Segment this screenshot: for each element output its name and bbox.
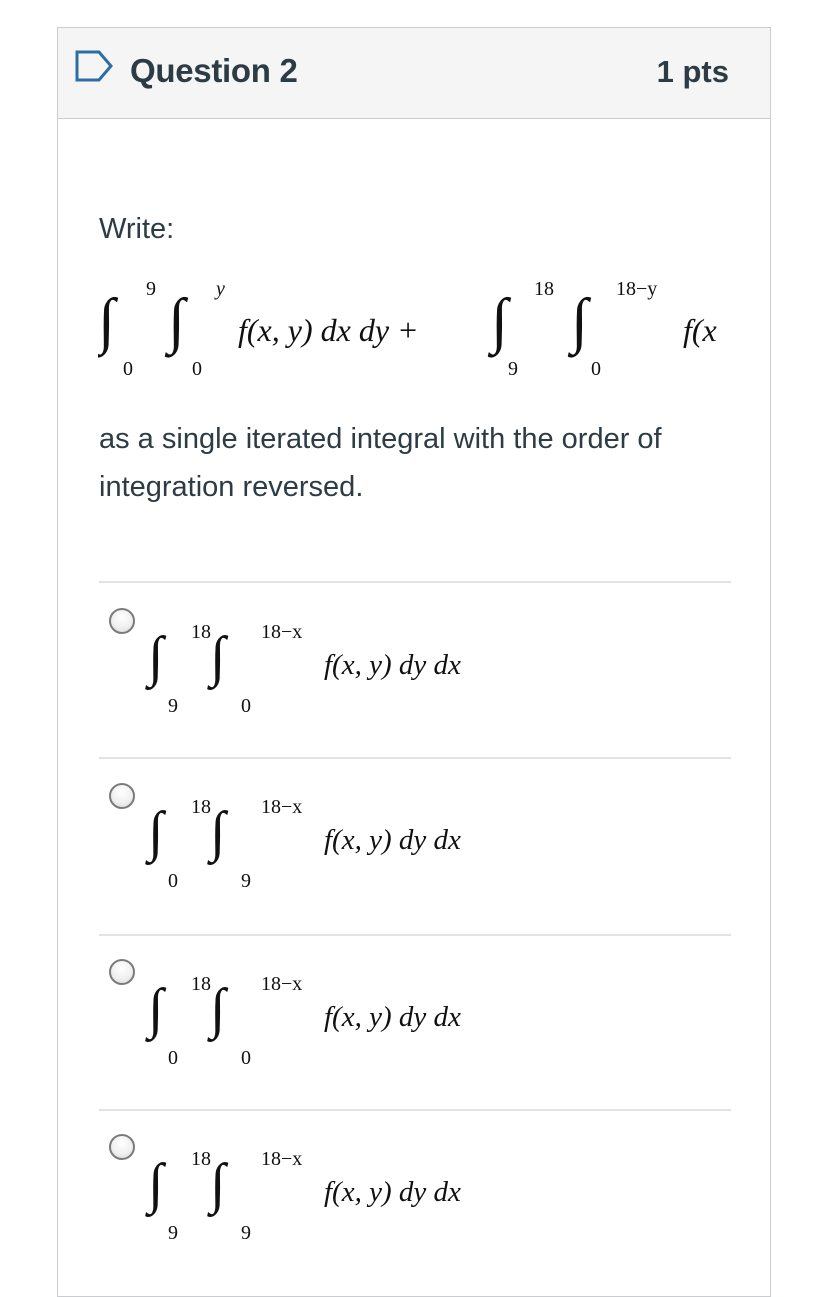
integrand: f(x, y) dy dx (324, 824, 461, 856)
limit-lower: 0 (123, 358, 133, 380)
integral-sign: ∫ (148, 978, 164, 1040)
limit-lower: 0 (591, 358, 601, 380)
integral-sign: ∫ (168, 287, 185, 355)
integral-sign: ∫ (571, 287, 588, 355)
question-card (57, 27, 771, 1297)
integral-sign: ∫ (210, 978, 226, 1040)
limit-upper: y (216, 278, 225, 300)
limit-lower: 0 (241, 1047, 251, 1069)
limit-upper: 18 (191, 796, 211, 818)
limit-upper: 18−y (616, 278, 658, 300)
integral-sign: ∫ (210, 1153, 226, 1215)
limit-upper: 18−x (261, 796, 303, 818)
limit-upper: 18 (191, 1148, 211, 1170)
question-points: 1 pts (656, 54, 729, 89)
limit-upper: 18 (191, 973, 211, 995)
limit-upper: 9 (146, 278, 156, 300)
integrand: f(x, y) dy dx (324, 1001, 461, 1033)
limit-upper: 18 (534, 278, 554, 300)
integrand: f(x, y) dx dy + (238, 312, 419, 348)
integrand: f(x (683, 312, 717, 348)
limit-lower: 9 (168, 695, 178, 717)
prompt-instruction: as a single iterated integral with the order of integration reversed. (99, 423, 662, 503)
answer-2[interactable] (148, 798, 568, 898)
answer-radio-3[interactable] (109, 959, 135, 985)
answer-1[interactable] (148, 623, 568, 723)
answer-3[interactable] (148, 975, 568, 1075)
limit-lower: 0 (168, 1047, 178, 1069)
integrand: f(x, y) dy dx (324, 1176, 461, 1208)
limit-lower: 0 (192, 358, 202, 380)
integral-sign: ∫ (210, 801, 226, 863)
flag-question-icon[interactable] (75, 50, 115, 82)
integral-sign: ∫ (98, 287, 115, 355)
limit-lower: 0 (168, 870, 178, 892)
integral-sign: ∫ (210, 626, 226, 688)
limit-upper: 18−x (261, 621, 303, 643)
answer-4[interactable] (148, 1150, 568, 1250)
integral-sign: ∫ (148, 801, 164, 863)
answer-radio-4[interactable] (109, 1134, 135, 1160)
answer-divider (99, 1109, 731, 1111)
limit-lower: 9 (508, 358, 518, 380)
limit-upper: 18 (191, 621, 211, 643)
answer-divider (99, 757, 731, 759)
limit-upper: 18−x (261, 973, 303, 995)
answer-radio-1[interactable] (109, 608, 135, 634)
answer-divider (99, 581, 731, 583)
integrand: f(x, y) dy dx (324, 649, 461, 681)
integral-sign: ∫ (148, 626, 164, 688)
question-header (58, 28, 770, 119)
answer-divider (99, 934, 731, 936)
prompt-intro: Write: (99, 213, 175, 245)
prompt-integral (98, 278, 734, 393)
limit-lower: 9 (241, 870, 251, 892)
question-title: Question 2 (130, 52, 298, 89)
limit-lower: 9 (168, 1222, 178, 1244)
answer-radio-2[interactable] (109, 783, 135, 809)
integral-sign: ∫ (148, 1153, 164, 1215)
limit-lower: 9 (241, 1222, 251, 1244)
limit-upper: 18−x (261, 1148, 303, 1170)
integral-sign: ∫ (491, 287, 508, 355)
limit-lower: 0 (241, 695, 251, 717)
